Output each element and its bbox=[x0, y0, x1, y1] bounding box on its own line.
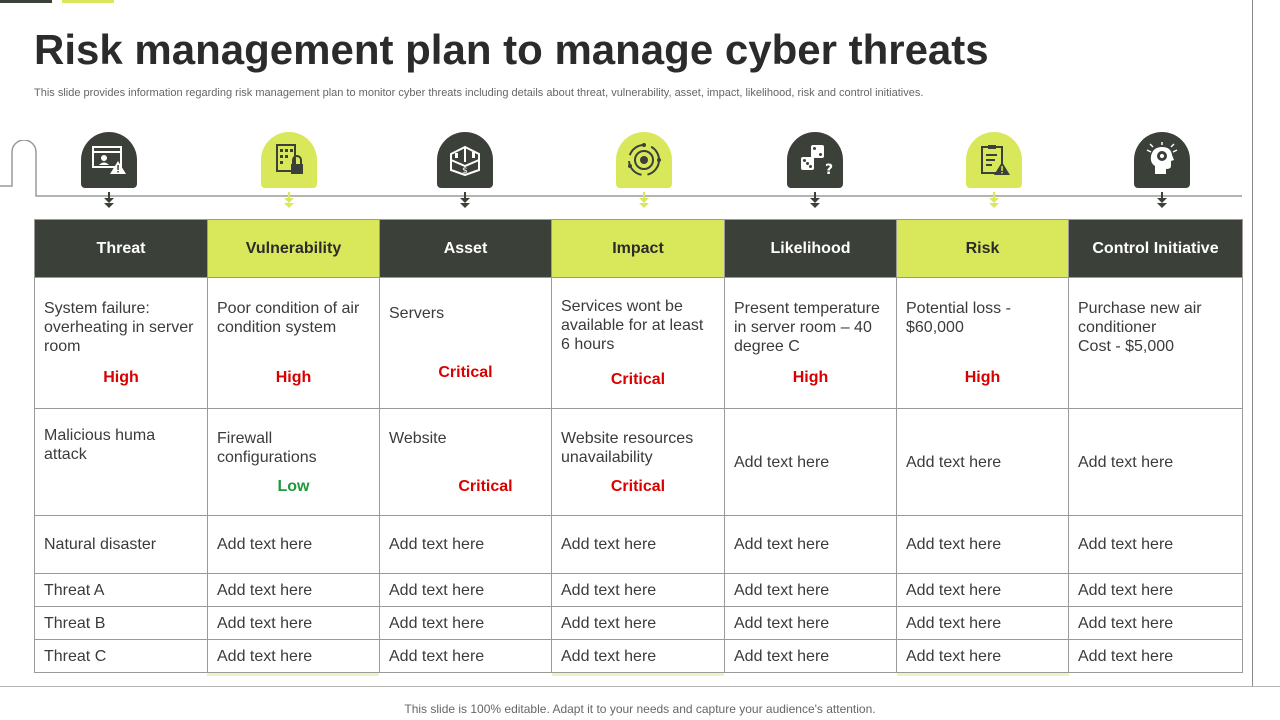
table-row bbox=[35, 640, 1243, 673]
column-header-asset: Asset bbox=[380, 220, 552, 278]
footer-note: This slide is 100% editable. Adapt it to your needs and capture your audience's attention. bbox=[404, 702, 876, 716]
svg-text:?: ? bbox=[825, 162, 833, 177]
likelihood-dice-question-icon bbox=[787, 132, 843, 188]
cell-text: Add text here bbox=[906, 453, 1002, 471]
table-row bbox=[35, 607, 1243, 640]
table-cell: Add text here bbox=[380, 516, 552, 574]
column-header-likelihood: Likelihood bbox=[725, 220, 897, 278]
column-header-vulnerability: Vulnerability bbox=[208, 220, 380, 278]
rating-label: Low bbox=[277, 477, 310, 495]
table-cell: Add text here bbox=[897, 607, 1069, 640]
table-cell bbox=[1069, 409, 1243, 516]
table-cell: Threat A bbox=[35, 574, 208, 607]
cell-text: Poor condition of air condition system bbox=[217, 300, 360, 336]
table-cell bbox=[35, 409, 208, 516]
table-row bbox=[35, 409, 1243, 516]
table-row bbox=[35, 516, 1243, 574]
table-cell: Add text here bbox=[897, 516, 1069, 574]
column-accent-strip bbox=[897, 673, 1069, 676]
table-cell: Add text here bbox=[725, 574, 897, 607]
cell-text: Servers bbox=[389, 305, 445, 322]
table-cell: Add text here bbox=[725, 516, 897, 574]
column-header-control-initiative: Control Initiative bbox=[1069, 220, 1243, 278]
risk-checklist-warning-icon bbox=[966, 132, 1022, 188]
rating-label: Critical bbox=[438, 364, 493, 381]
table-cell: Add text here bbox=[725, 607, 897, 640]
connector-marker-lime bbox=[988, 192, 1000, 210]
table-cell: Add text here bbox=[380, 607, 552, 640]
rating-label: Critical bbox=[610, 477, 666, 495]
asset-box-money-icon bbox=[437, 132, 493, 188]
connector-marker-dark bbox=[459, 192, 471, 210]
table-cell: Add text here bbox=[1069, 516, 1243, 574]
table-cell bbox=[35, 278, 208, 409]
connector-marker-lime bbox=[283, 192, 295, 210]
footer-divider bbox=[0, 686, 1280, 687]
rating-label: High bbox=[792, 369, 829, 386]
cell-text: Services wont be available for at least 6 hours bbox=[561, 298, 704, 353]
table-cell: Threat B bbox=[35, 607, 208, 640]
cell-text: Website resources unavailability bbox=[561, 429, 694, 466]
right-divider bbox=[1252, 0, 1253, 686]
page-title: Risk management plan to manage cyber threats bbox=[34, 26, 989, 73]
table-cell bbox=[552, 409, 725, 516]
cell-text: Firewall configurations bbox=[217, 429, 317, 466]
table-cell bbox=[380, 278, 552, 409]
cell-text: Present temperature in server room – 40 degree C bbox=[734, 300, 880, 355]
table-cell: Add text here bbox=[552, 574, 725, 607]
web-attack-alert-icon bbox=[81, 132, 137, 188]
rating-label: Critical bbox=[458, 477, 513, 495]
cell-text: Add text here bbox=[1078, 453, 1174, 471]
column-accent-strip bbox=[552, 673, 724, 676]
connector-marker-dark bbox=[1156, 192, 1168, 210]
rating-label: Critical bbox=[610, 371, 666, 388]
rating-label: High bbox=[103, 369, 139, 386]
connector-marker-dark bbox=[103, 192, 115, 210]
column-accent-strip bbox=[207, 673, 379, 676]
table-cell bbox=[552, 278, 725, 409]
column-header-threat: Threat bbox=[35, 220, 208, 278]
table-cell bbox=[208, 409, 380, 516]
table-cell: Add text here bbox=[208, 574, 380, 607]
table-header-row bbox=[35, 220, 1243, 278]
accent-bar-lime bbox=[62, 0, 114, 3]
table-cell: Add text here bbox=[208, 607, 380, 640]
table-cell: Add text here bbox=[552, 516, 725, 574]
svg-text:$: $ bbox=[462, 166, 468, 176]
cell-text: Malicious huma attack bbox=[44, 426, 156, 463]
table-cell: Add text here bbox=[552, 640, 725, 673]
table-cell: Add text here bbox=[725, 640, 897, 673]
cell-text: Purchase new air conditioner Cost - $5,000 bbox=[1078, 300, 1202, 355]
table-cell bbox=[897, 409, 1069, 516]
table-cell: Add text here bbox=[380, 640, 552, 673]
risk-plan-table bbox=[34, 219, 1243, 673]
page-subtitle: This slide provides information regarding risk management plan to monitor cyber threats including details about threat, vulnerability, asset, impact, likelihood, risk and control initiatives. bbox=[34, 87, 924, 99]
column-header-impact: Impact bbox=[552, 220, 725, 278]
table-cell: Add text here bbox=[552, 607, 725, 640]
table-row bbox=[35, 278, 1243, 409]
rating-label: High bbox=[964, 369, 1001, 386]
secure-server-lock-icon bbox=[261, 132, 317, 188]
table-cell bbox=[380, 409, 552, 516]
rating-label: High bbox=[275, 369, 312, 386]
table-cell bbox=[897, 278, 1069, 409]
impact-gear-orbit-icon bbox=[616, 132, 672, 188]
table-cell: Threat C bbox=[35, 640, 208, 673]
connector-marker-lime bbox=[638, 192, 650, 210]
column-header-risk: Risk bbox=[897, 220, 1069, 278]
cell-text: Website bbox=[389, 429, 447, 447]
table-cell bbox=[725, 409, 897, 516]
table-cell: Add text here bbox=[1069, 574, 1243, 607]
table-cell bbox=[1069, 278, 1243, 409]
cell-text: Add text here bbox=[734, 453, 830, 471]
table-cell: Add text here bbox=[897, 640, 1069, 673]
table-cell: Add text here bbox=[1069, 640, 1243, 673]
accent-bar-dark bbox=[0, 0, 52, 3]
table-row bbox=[35, 574, 1243, 607]
table-cell: Add text here bbox=[897, 574, 1069, 607]
cell-text: Potential loss - $60,000 bbox=[906, 300, 1011, 336]
connector-marker-dark bbox=[809, 192, 821, 210]
table-cell bbox=[725, 278, 897, 409]
table-cell: Add text here bbox=[208, 516, 380, 574]
table-cell bbox=[208, 278, 380, 409]
cell-text: System failure: overheating in server room bbox=[44, 300, 194, 355]
table-cell: Natural disaster bbox=[35, 516, 208, 574]
table-cell: Add text here bbox=[380, 574, 552, 607]
table-cell: Add text here bbox=[208, 640, 380, 673]
control-mind-gear-icon bbox=[1134, 132, 1190, 188]
table-cell: Add text here bbox=[1069, 607, 1243, 640]
